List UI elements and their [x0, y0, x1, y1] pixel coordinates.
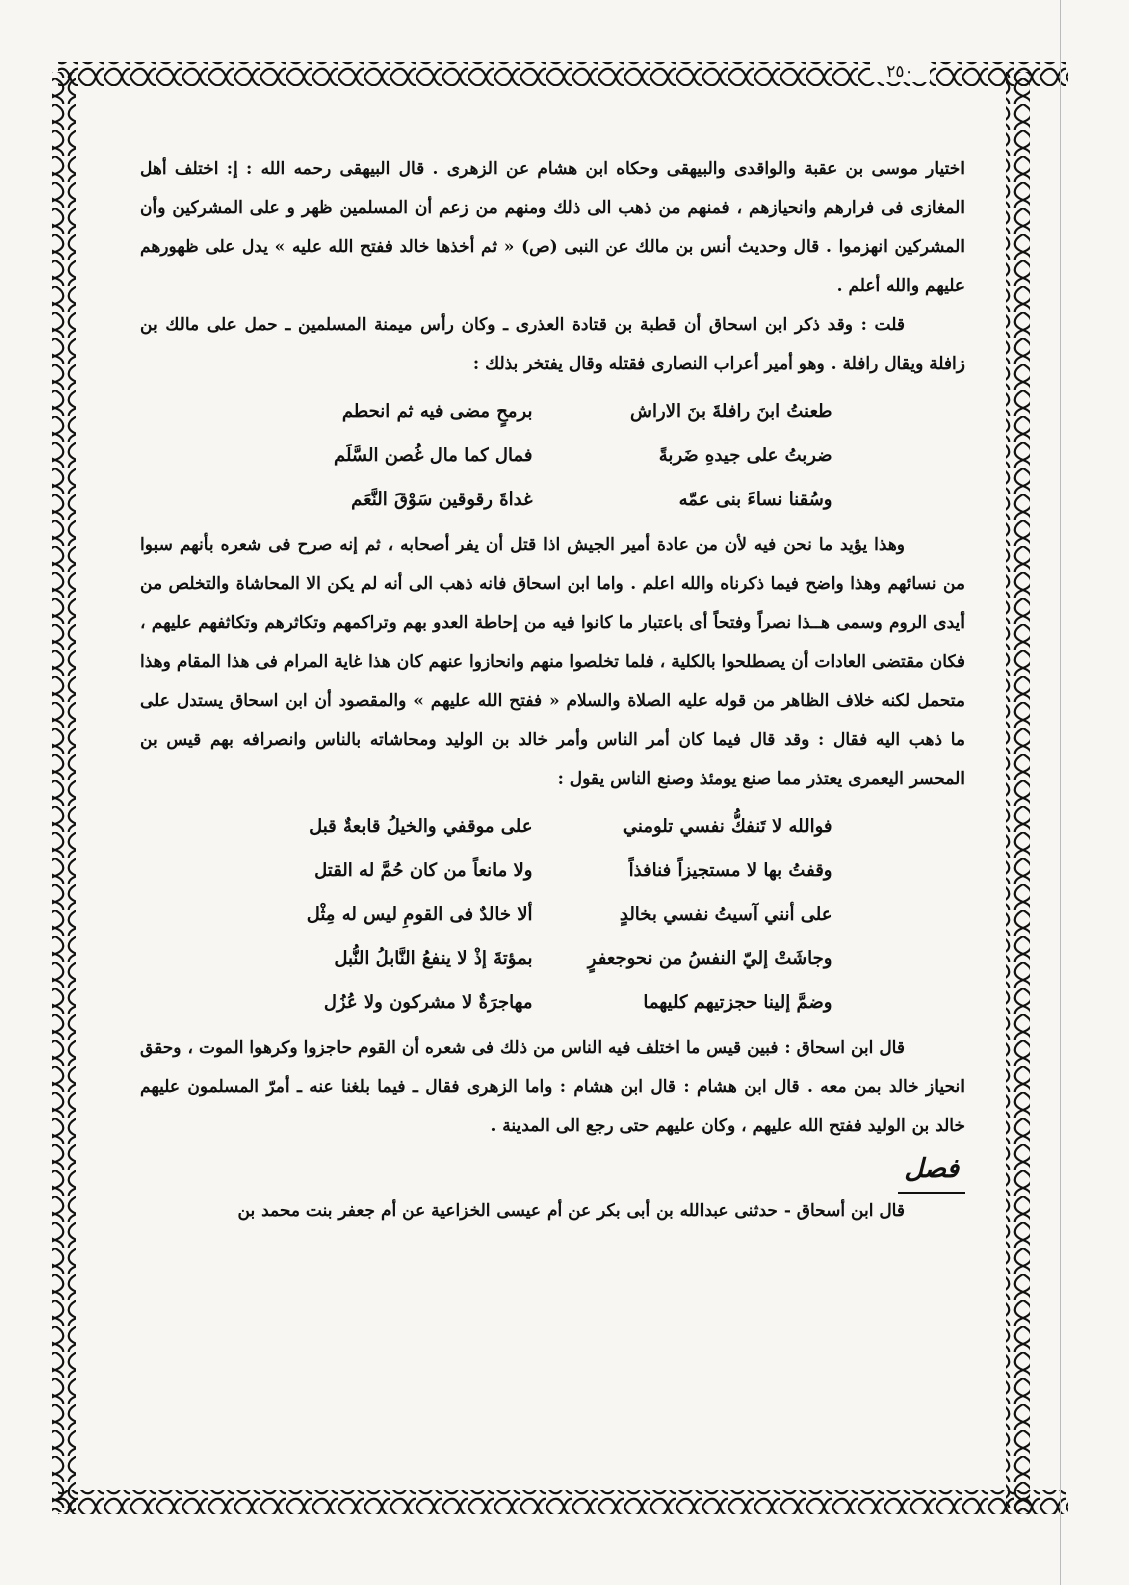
verse-second-hemistich: ألا خالدٌ فى القومِ ليس له مِثْل [306, 904, 533, 925]
page-edge-rule [1060, 0, 1061, 1585]
verse-line [140, 478, 965, 522]
verse-line [140, 390, 965, 434]
paragraph-3: وهذا يؤيد ما نحن فيه لأن من عادة أمير الجيش اذا قتل أن يفر أصحابه ، ثم إنه صرح فى شعره بأنهم سبوا من نسائهم وهذا واضح فيما ذكرناه والله اعلم . واما ابن اسحاق فانه ذهب الى أنه لم يكن الا المحاشاة والتخلص من أيدى الروم وسمى هــذا نصراً وفتحاً أى باعتبار ما كانوا فيه من إحاطة العدو بهم وتراكمهم وتكاثرهم وتكاثفهم عليهم ، فكان مقتضى العادات أن يصطلحوا بالكلية ، فلما تخلصوا منهم وانحازوا عنهم كان هذا غاية المرام فى هذا المقام وهذا متحمل لكنه خلاف الظاهر من قوله عليه الصلاة والسلام « ففتح الله عليهم » والمقصود أن ابن اسحاق يستدل على ما ذهب اليه فقال : وقد قال فيما كان أمر الناس وأمر خالد بن الوليد ومحاشاته بالناس وانصرافه بهم قيس بن المحسر اليعمرى يعتذر مما صنع يومئذ وصنع الناس يقول : [140, 535, 965, 789]
paragraph-5: قال ابن أسحاق - حدثنى عبدالله بن أبى بكر عن أم عيسى الخزاعية عن أم جعفر بنت محمد بن [237, 1201, 905, 1221]
paragraph-2: قلت : وقد ذكر ابن اسحاق أن قطبة بن قتادة العذرى ـ وكان رأس ميمنة المسلمين ـ حمل على مالك بن زافلة ويقال رافلة . وهو أمير أعراب النصارى فقتله وقال يفتخر بذلك : [140, 315, 965, 374]
verse-first-hemistich: ضربتُ على جيدهِ ضَربةً [658, 445, 833, 466]
verse-second-hemistich: ولا مانعاً من كان حُمَّ له القتل [314, 860, 533, 881]
verse-second-hemistich: على موقفي والخيلُ قابعةٌ قبل [309, 816, 533, 837]
verse-second-hemistich: بمؤتةَ إذْ لا ينفعُ النَّابلُ النُّبل [334, 948, 533, 969]
verse-first-hemistich: وقفتُ بها لا مستجيزاً فنافذاً [628, 860, 833, 881]
paragraph-4: قال ابن اسحاق : فبين قيس ما اختلف فيه الناس من ذلك فى شعره أن القوم حاجزوا وكرهوا الموت ، وحقق انحياز خالد بمن معه . قال ابن هشام : قال ابن هشام : واما الزهرى فقال ـ فيما بلغنا عنه ـ أمرّ المسلمون عليهم خالد بن الوليد ففتح الله عليهم ، وكان عليهم حتى رجع الى المدينة . [140, 1038, 965, 1136]
verse-first-hemistich: وضمَّ إلينا حجزتيهم كليهما [643, 992, 833, 1013]
section-heading [140, 1146, 965, 1192]
body-text [140, 150, 965, 1231]
verse-line [140, 805, 965, 849]
verse-first-hemistich: على أنني آسيتُ نفسي بخالدٍ [619, 904, 833, 925]
verse-second-hemistich: برمحٍ مضى فيه ثم انحطم [341, 401, 533, 422]
verse-second-hemistich: غداةَ رقوقين سَوْقَ النَّعَم [351, 489, 533, 510]
verse-first-hemistich: وجاشَتْ إليّ النفسُ من نحوجعفرٍ [587, 948, 833, 969]
verse-line [140, 981, 965, 1025]
verse-second-hemistich: مهاجرَةٌ لا مشركون ولا عُزُل [323, 992, 533, 1013]
section-heading-label: فصل [898, 1146, 965, 1194]
verse-second-hemistich: فمال كما مال غُصن السَّلَم [333, 445, 533, 466]
verse-line [140, 893, 965, 937]
paragraph-1: اختيار موسى بن عقبة والواقدى والبيهقى وحكاه ابن هشام عن الزهرى . قال البيهقى رحمه الله : إ: اختلف أهل المغازى فى فرارهم وانحيازهم ، فمنهم من ذهب الى ذلك ومنهم من زعم أن المسلمين ظهر و على المشركين وأن المشركين انهزموا . قال وحديث أنس بن مالك عن النبى (ص) « ثم أخذها خالد ففتح الله عليه » يدل على ظهورهم عليهم والله أعلم . [140, 159, 965, 296]
verse-first-hemistich: فوالله لا تَنفكُّ نفسي تلومني [622, 816, 833, 837]
verse-first-hemistich: وسُقنا نساءَ بنى عمّه [678, 489, 833, 510]
verse-first-hemistich: طعنتُ ابنَ رافلةَ بنَ الاراش [630, 401, 833, 422]
verse-line [140, 937, 965, 981]
poem-2 [140, 805, 965, 1025]
verse-line [140, 434, 965, 478]
page-number: ٢٥٠ [870, 62, 930, 82]
verse-line [140, 849, 965, 893]
poem-1 [140, 390, 965, 522]
